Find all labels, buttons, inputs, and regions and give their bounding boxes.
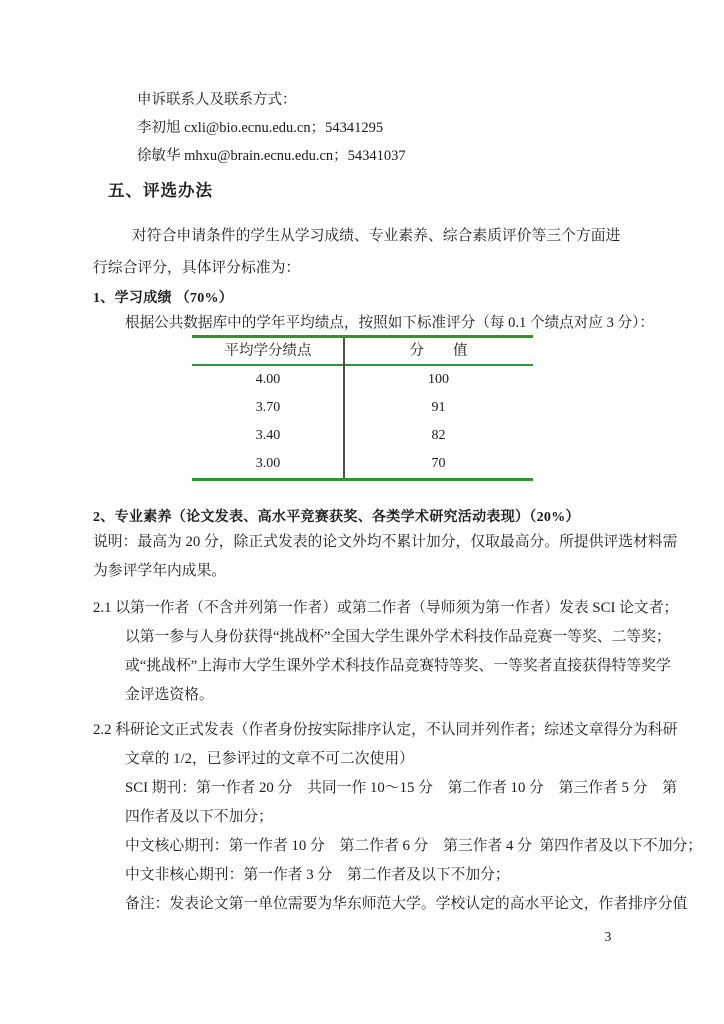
- score-cell: 100: [428, 372, 449, 387]
- text-line: 金评选资格。: [125, 687, 214, 703]
- text-line: 说明：最高为 20 分，除正式发表的论文外均不累计加分，仅取最高分。所提供评选材料需: [93, 534, 678, 550]
- text-line: 申诉联系人及联系方式：: [137, 92, 297, 108]
- table-header-gpa: 平均学分绩点: [224, 343, 312, 359]
- item-2-1-paragraph: [93, 594, 679, 710]
- text-line: SCI 期刊：第一作者 20 分 共同一作 10～15 分 第二作者 10 分 第三作者 5 分 第: [125, 780, 678, 796]
- item1-heading: 1、学习成绩 （70%）: [93, 291, 234, 306]
- table-header-row: [192, 338, 533, 366]
- table-row: [192, 366, 533, 394]
- item2-note: [93, 528, 678, 586]
- table-row: [192, 394, 533, 422]
- text-line: 中文核心期刊：第一作者 10 分 第二作者 6 分 第三作者 4 分 第四作者及以下不加分；: [125, 838, 703, 854]
- score-cell: 82: [431, 428, 446, 443]
- text-line: 2.2 科研论文正式发表（作者身份按实际排序认定，不认同并列作者；综述文章得分为科研: [93, 722, 678, 738]
- text-line: 以第一参与人身份获得“挑战杯”全国大学生课外学术科技作品竞赛一等奖、二等奖；: [125, 629, 671, 645]
- text-line: 徐敏华 mhxu@brain.ecnu.edu.cn；54341037: [137, 148, 406, 164]
- table-vertical-divider: [343, 338, 345, 478]
- text-line: 2.1 以第一作者（不含并列第一作者）或第二作者（导师须为第一作者）发表 SCI 论文者；: [93, 600, 679, 616]
- table-row: [192, 450, 533, 478]
- text-line: 为参评学年内成果。: [93, 563, 227, 579]
- gpa-cell: 4.00: [255, 372, 281, 387]
- text-line: 或“挑战杯”上海市大学生课外学术科技作品竞赛特等奖、一等奖者直接获得特等奖学: [125, 658, 671, 674]
- table-row: [192, 422, 533, 450]
- intro-paragraph: [93, 221, 638, 284]
- text-line: 四作者及以下不加分；: [125, 809, 273, 825]
- appeal-contact-block: [137, 86, 406, 170]
- score-cell: 91: [431, 400, 446, 415]
- score-cell: 70: [431, 456, 446, 471]
- text-line: 对符合申请条件的学生从学习成绩、专业素养、综合素质评价等三个方面进: [132, 228, 621, 244]
- text-line: 备注：发表论文第一单位需要为华东师范大学。学校认定的高水平论文，作者排序分值: [125, 896, 688, 912]
- gpa-cell: 3.70: [255, 400, 281, 415]
- text-line: 文章的 1/2，已参评过的文章不可二次使用）: [125, 751, 414, 767]
- text-line: 李初旭 cxli@bio.ecnu.edu.cn；54341295: [137, 120, 384, 136]
- section-heading: 五、评选办法: [108, 181, 213, 200]
- gpa-cell: 3.00: [255, 456, 281, 471]
- text-line: 行综合评分，具体评分标准为：: [93, 259, 301, 276]
- gpa-score-table: [192, 335, 533, 481]
- item2-heading: 2、专业素养（论文发表、高水平竞赛获奖、各类学术研究活动表现）（20%）: [93, 510, 580, 525]
- item-2-2-paragraph: [93, 716, 703, 919]
- item1-description: 根据公共数据库中的学年平均绩点，按照如下标准评分（每 0.1 个绩点对应 3 分）：: [125, 315, 655, 331]
- table-body: [192, 366, 533, 478]
- page-number: 3: [604, 929, 612, 944]
- gpa-cell: 3.40: [255, 428, 281, 443]
- table-header-score: 分 值: [409, 343, 468, 359]
- text-line: 中文非核心期刊：第一作者 3 分 第二作者及以下不加分；: [125, 867, 510, 883]
